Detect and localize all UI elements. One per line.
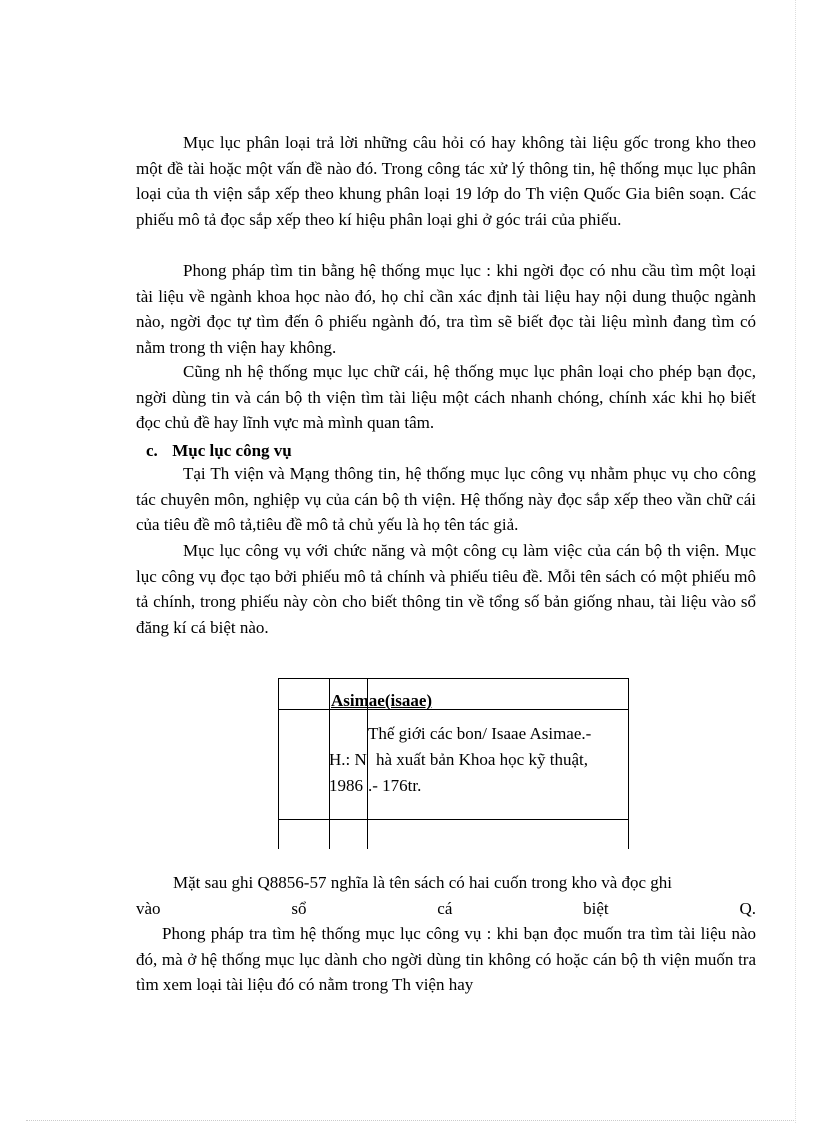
paragraph-service-catalog: Tại Th viện và Mạng thông tin, hệ thống mục lục công vụ nhằm phục vụ cho công tác chuyên môn, nghiệp vụ của cán bộ th viện. Hệ thống này đọc sắp xếp theo vần chữ cái của tiêu đề mô tả,tiêu đề mô tả chủ yếu là họ tên tác giả.: [136, 464, 756, 534]
catalog-card: [278, 678, 629, 849]
paragraph-search-method: Phong pháp tìm tin bằng hệ thống mục lục : khi ngời đọc có nhu cầu tìm một loại tài liệu về ngành khoa học nào đó, họ chỉ cần xác định tài liệu hay nội dung thuộc ngành nào, ngời đọc tự tìm đến ô phiếu ngành đó, tra tìm sẽ biết đọc tài liệu mình đang tìm có nằm trong th viện hay không.: [136, 261, 756, 357]
page-edge-bottom: [26, 1120, 796, 1121]
section-heading: [146, 438, 292, 463]
card-pages: .- 176tr.: [368, 776, 422, 795]
card-publisher-left: H.: N: [329, 750, 367, 769]
card-title-line: Thế giới các bon/ Isaae Asimae.-: [368, 724, 592, 743]
card-year: 1986: [329, 776, 363, 795]
paragraph-classified-catalog: Mục lục phân loại trả lời những câu hỏi có hay không tài liệu gốc trong kho theo một đề tài hoặc một vấn đề nào đó. Trong công tác xử lý thông tin, hệ thống mục lục phân loại của th viện sắp xếp theo khung phân loại 19 lớp do Th viện Quốc Gia biên soạn. Các phiếu mô tả đọc sắp xếp theo kí hiệu phân loại ghi ở góc trái của phiếu.: [136, 133, 756, 229]
paragraph-back-note-cont: vào sổ cá biệt Q.: [136, 899, 756, 918]
paragraph-service-function: Mục lục công vụ với chức năng và một công cụ làm việc của cán bộ th viện. Mục lục công vụ đọc tạo bởi phiếu mô tả chính và phiếu tiêu đề. Mỗi tên sách có một phiếu mô tả chính, trong phiếu này còn cho biết thông tin về tổng số bản giống nhau, tài liệu vào sổ đăng kí cá biệt nào.: [136, 541, 756, 637]
section-title: Mục lục công vụ: [172, 441, 292, 460]
paragraph-back-note: Mặt sau ghi Q8856-57 nghĩa là tên sách có hai cuốn trong kho và đọc ghi: [173, 873, 673, 892]
page-edge-right: [795, 0, 796, 1123]
section-label: c.: [146, 441, 158, 460]
card-publisher-right: hà xuất bản Khoa học kỹ thuật,: [376, 750, 588, 769]
paragraph-service-search: Phong pháp tra tìm hệ thống mục lục công vụ : khi bạn đọc muốn tra tìm tài liệu nào đó, mà ở hệ thống mục lục dành cho ngời dùng tin không có hoặc cán bộ th viện muốn tra tìm xem loại tài liệu đó có nằm trong Th viện hay: [136, 924, 756, 994]
paragraph-comparison: Cũng nh hệ thống mục lục chữ cái, hệ thống mục lục phân loại cho phép bạn đọc, ngời dùng tin và cán bộ th viện tìm tài liệu một cách nhanh chóng, chính xác khi họ biết đọc chủ đề hay lĩnh vực mà mình quan tâm.: [136, 362, 756, 432]
card-rule: [279, 819, 628, 820]
card-heading: Asimae(isaae): [331, 691, 433, 710]
